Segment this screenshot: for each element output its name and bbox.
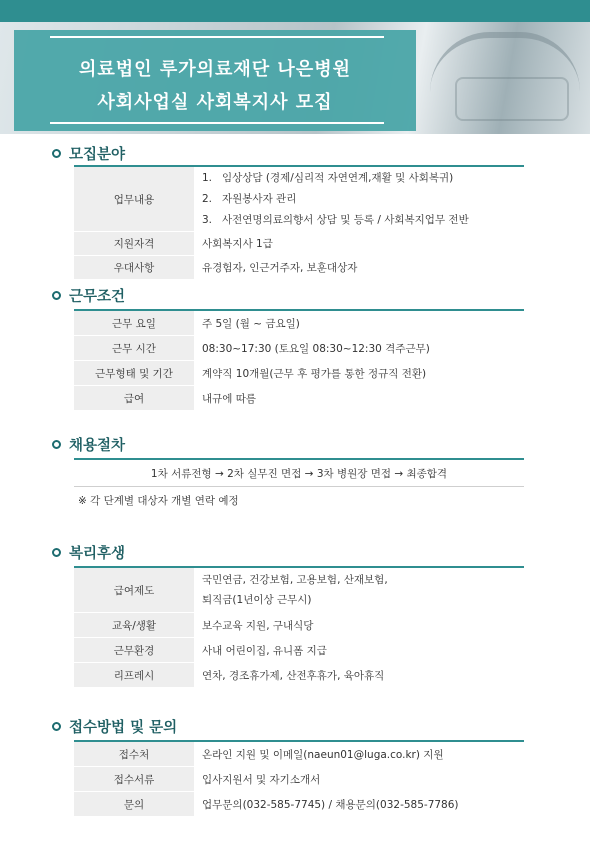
pay-system-key: 급여제도 <box>74 567 194 613</box>
circle-bullet-icon <box>52 722 61 731</box>
work-type-key: 근무형태 및 기간 <box>74 361 194 386</box>
table-row <box>74 567 524 613</box>
table-row <box>74 386 524 411</box>
list-item: 1. 임상상담 (경제/심리적 자연연계,재활 및 사회복귀) <box>202 171 454 184</box>
work-hours-value: 08:30~17:30 (토요일 08:30~12:30 격주근무) <box>202 342 430 355</box>
table-row <box>74 767 524 792</box>
pay-system-line2: 퇴직금(1년이상 근무시) <box>202 594 312 606</box>
apply-table <box>74 740 524 817</box>
pay-system-line1: 국민연금, 건강보험, 고용보험, 산재보험, <box>202 574 388 586</box>
contact-key: 문의 <box>74 792 194 817</box>
apply-docs-key: 접수서류 <box>74 767 194 792</box>
table-row <box>74 792 524 817</box>
table-row <box>74 741 524 767</box>
section-welfare-heading <box>52 542 125 562</box>
table-row <box>74 613 524 638</box>
section-conditions-heading <box>52 285 125 305</box>
section-welfare-title: 복리후생 <box>69 545 126 562</box>
apply-place-value: 온라인 지원 및 이메일(naeun01@luga.co.kr) 지원 <box>194 741 524 767</box>
table-row <box>74 361 524 386</box>
hospital-name-title: 의료법인 루가의료재단 나은병원 <box>79 59 351 80</box>
circle-bullet-icon <box>52 440 61 449</box>
circle-bullet-icon <box>52 548 61 557</box>
refresh-value: 연차, 경조휴가제, 산전후휴가, 육아휴직 <box>202 669 385 682</box>
pref-key: 우대사항 <box>74 256 194 280</box>
calculator-image-detail <box>455 77 569 121</box>
salary-key: 급여 <box>74 386 194 411</box>
process-steps: 1차 서류전형 → 2차 실무진 면접 → 3차 병원장 면접 → 최종합격 <box>150 468 448 480</box>
section-apply-heading <box>52 716 177 736</box>
table-row <box>74 310 524 336</box>
table-row <box>74 232 524 256</box>
pref-value: 유경험자, 인근거주자, 보훈대상자 <box>202 262 358 274</box>
list-item: 2. 자원봉사자 관리 <box>202 192 297 205</box>
table-row <box>74 166 524 232</box>
duty-key: 업무내용 <box>74 166 194 232</box>
section-process-heading <box>52 434 125 454</box>
header-top-bar <box>0 0 590 22</box>
process-note: ※ 각 단계별 대상자 개별 연락 예정 <box>78 495 239 507</box>
environment-value: 사내 어린이집, 유니폼 지급 <box>202 644 327 657</box>
section-process-title: 채용절차 <box>69 437 126 454</box>
work-type-value: 계약직 10개월(근무 후 평가를 통한 정규직 전환) <box>202 367 427 380</box>
table-row <box>74 336 524 361</box>
table-row <box>74 663 524 688</box>
welfare-table <box>74 566 524 688</box>
salary-value: 내규에 따름 <box>202 392 257 405</box>
section-field-heading <box>52 143 125 163</box>
section-apply-title: 접수방법 및 문의 <box>69 719 178 736</box>
table-row <box>74 638 524 663</box>
process-bottom-rule <box>74 486 524 487</box>
contact-value: 업무문의(032-585-7745) / 채용문의(032-585-7786) <box>202 798 459 811</box>
qual-value: 사회복지사 1급 <box>202 238 273 250</box>
list-item: 3. 사전연명의료의향서 상담 및 등록 / 사회복지업무 전반 <box>202 213 469 226</box>
education-key: 교육/생활 <box>74 613 194 638</box>
refresh-key: 리프레시 <box>74 663 194 688</box>
work-days-key: 근무 요일 <box>74 310 194 336</box>
process-rule <box>74 458 524 460</box>
section-conditions-title: 근무조건 <box>69 288 126 305</box>
circle-bullet-icon <box>52 149 61 158</box>
table-row <box>74 256 524 280</box>
duty-value <box>194 166 524 232</box>
field-table <box>74 165 524 280</box>
header-rule-top <box>50 36 384 38</box>
circle-bullet-icon <box>52 291 61 300</box>
pay-system-value <box>194 567 524 613</box>
work-days-value: 주 5일 (월 ~ 금요일) <box>194 310 524 336</box>
environment-key: 근무환경 <box>74 638 194 663</box>
job-title: 사회사업실 사회복지사 모집 <box>97 92 333 113</box>
conditions-table <box>74 309 524 411</box>
qual-key: 지원자격 <box>74 232 194 256</box>
duty-list <box>202 168 524 231</box>
apply-place-key: 접수처 <box>74 741 194 767</box>
header-rule-bottom <box>50 122 384 124</box>
work-hours-key: 근무 시간 <box>74 336 194 361</box>
apply-docs-value: 입사지원서 및 자기소개서 <box>202 773 321 786</box>
education-value: 보수교육 지원, 구내식당 <box>202 619 314 632</box>
section-field-title: 모집분야 <box>69 146 126 163</box>
